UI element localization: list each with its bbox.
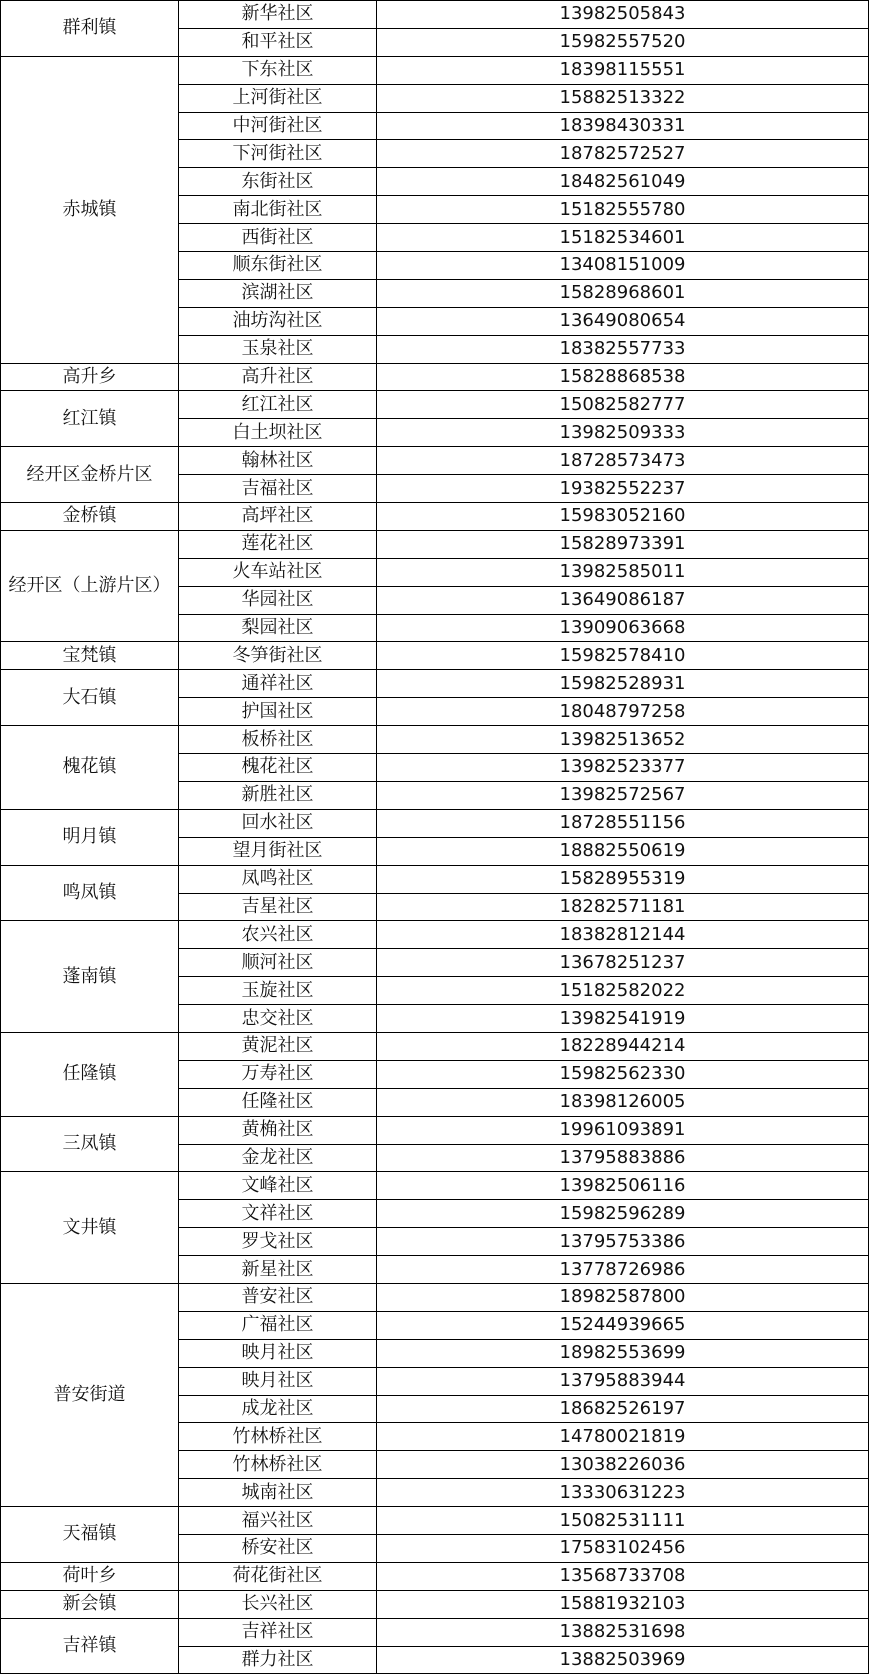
phone-cell: 13982541919 xyxy=(377,1005,869,1033)
town-cell: 鸣凤镇 xyxy=(1,865,179,921)
community-cell: 任隆社区 xyxy=(179,1088,377,1116)
phone-cell: 19382552237 xyxy=(377,475,869,503)
community-cell: 东街社区 xyxy=(179,168,377,196)
community-cell: 新胜社区 xyxy=(179,781,377,809)
town-cell: 普安街道 xyxy=(1,1283,179,1506)
community-cell: 吉祥社区 xyxy=(179,1618,377,1646)
table-row xyxy=(1,1116,869,1144)
town-cell: 大石镇 xyxy=(1,670,179,726)
phone-cell: 15182534601 xyxy=(377,224,869,252)
phone-cell: 18682526197 xyxy=(377,1395,869,1423)
phone-cell: 13408151009 xyxy=(377,252,869,280)
community-cell: 万寿社区 xyxy=(179,1060,377,1088)
community-cell: 竹林桥社区 xyxy=(179,1451,377,1479)
table-row xyxy=(1,921,869,949)
community-cell: 通祥社区 xyxy=(179,670,377,698)
community-cell: 高升社区 xyxy=(179,363,377,391)
phone-cell: 13778726986 xyxy=(377,1256,869,1284)
phone-cell: 15828973391 xyxy=(377,530,869,558)
phone-cell: 13038226036 xyxy=(377,1451,869,1479)
table-row xyxy=(1,865,869,893)
phone-cell: 13882503969 xyxy=(377,1646,869,1674)
community-cell: 翰林社区 xyxy=(179,447,377,475)
town-cell: 天福镇 xyxy=(1,1507,179,1563)
community-cell: 护国社区 xyxy=(179,698,377,726)
phone-cell: 15982528931 xyxy=(377,670,869,698)
community-cell: 红江社区 xyxy=(179,391,377,419)
phone-cell: 18728551156 xyxy=(377,809,869,837)
community-cell: 南北街社区 xyxy=(179,196,377,224)
community-cell: 黄桷社区 xyxy=(179,1116,377,1144)
town-cell: 任隆镇 xyxy=(1,1032,179,1116)
phone-cell: 18398126005 xyxy=(377,1088,869,1116)
table-row xyxy=(1,363,869,391)
town-cell: 新会镇 xyxy=(1,1590,179,1618)
town-cell: 文井镇 xyxy=(1,1172,179,1284)
community-cell: 罗戈社区 xyxy=(179,1228,377,1256)
table-row xyxy=(1,1,869,29)
phone-cell: 18398430331 xyxy=(377,112,869,140)
community-cell: 吉星社区 xyxy=(179,893,377,921)
community-cell: 广福社区 xyxy=(179,1311,377,1339)
town-cell: 宝梵镇 xyxy=(1,642,179,670)
community-cell: 回水社区 xyxy=(179,809,377,837)
phone-cell: 13982585011 xyxy=(377,558,869,586)
town-cell: 赤城镇 xyxy=(1,56,179,363)
phone-cell: 15828868538 xyxy=(377,363,869,391)
phone-cell: 13568733708 xyxy=(377,1562,869,1590)
community-cell: 竹林桥社区 xyxy=(179,1423,377,1451)
community-cell: 莲花社区 xyxy=(179,530,377,558)
community-cell: 火车站社区 xyxy=(179,558,377,586)
phone-cell: 15082582777 xyxy=(377,391,869,419)
community-cell: 玉泉社区 xyxy=(179,335,377,363)
community-cell: 新华社区 xyxy=(179,1,377,29)
community-cell: 华园社区 xyxy=(179,586,377,614)
phone-cell: 15182582022 xyxy=(377,977,869,1005)
community-cell: 玉旋社区 xyxy=(179,977,377,1005)
table-row xyxy=(1,1172,869,1200)
community-cell: 普安社区 xyxy=(179,1283,377,1311)
phone-cell: 18728573473 xyxy=(377,447,869,475)
community-cell: 城南社区 xyxy=(179,1479,377,1507)
phone-cell: 17583102456 xyxy=(377,1534,869,1562)
phone-cell: 13678251237 xyxy=(377,949,869,977)
town-cell: 吉祥镇 xyxy=(1,1618,179,1674)
community-cell: 黄泥社区 xyxy=(179,1032,377,1060)
table-row xyxy=(1,1283,869,1311)
table-row xyxy=(1,503,869,531)
community-cell: 望月街社区 xyxy=(179,837,377,865)
community-cell: 上河街社区 xyxy=(179,84,377,112)
community-cell: 中河街社区 xyxy=(179,112,377,140)
phone-cell: 15182555780 xyxy=(377,196,869,224)
table-row xyxy=(1,726,869,754)
community-cell: 顺河社区 xyxy=(179,949,377,977)
phone-cell: 13795883944 xyxy=(377,1367,869,1395)
phone-cell: 15828968601 xyxy=(377,279,869,307)
table-row xyxy=(1,1507,869,1535)
phone-cell: 18482561049 xyxy=(377,168,869,196)
community-cell: 凤鸣社区 xyxy=(179,865,377,893)
community-cell: 白土坝社区 xyxy=(179,419,377,447)
community-cell: 荷花街社区 xyxy=(179,1562,377,1590)
community-cell: 新星社区 xyxy=(179,1256,377,1284)
phone-cell: 13649086187 xyxy=(377,586,869,614)
community-cell: 梨园社区 xyxy=(179,614,377,642)
phone-cell: 15882513322 xyxy=(377,84,869,112)
community-cell: 油坊沟社区 xyxy=(179,307,377,335)
phone-cell: 15082531111 xyxy=(377,1507,869,1535)
phone-cell: 18382812144 xyxy=(377,921,869,949)
town-cell: 槐花镇 xyxy=(1,726,179,810)
phone-cell: 15982557520 xyxy=(377,28,869,56)
table-row xyxy=(1,530,869,558)
phone-cell: 15982578410 xyxy=(377,642,869,670)
town-cell: 明月镇 xyxy=(1,809,179,865)
table-row xyxy=(1,1562,869,1590)
table-row xyxy=(1,391,869,419)
town-cell: 群利镇 xyxy=(1,1,179,57)
community-cell: 槐花社区 xyxy=(179,754,377,782)
community-cell: 映月社区 xyxy=(179,1339,377,1367)
phone-cell: 15244939665 xyxy=(377,1311,869,1339)
phone-cell: 13909063668 xyxy=(377,614,869,642)
phone-cell: 15983052160 xyxy=(377,503,869,531)
town-cell: 蓬南镇 xyxy=(1,921,179,1033)
phone-cell: 18982553699 xyxy=(377,1339,869,1367)
phone-cell: 18048797258 xyxy=(377,698,869,726)
town-cell: 高升乡 xyxy=(1,363,179,391)
community-cell: 金龙社区 xyxy=(179,1144,377,1172)
town-cell: 经开区（上游片区） xyxy=(1,530,179,642)
phone-cell: 13330631223 xyxy=(377,1479,869,1507)
phone-cell: 15828955319 xyxy=(377,865,869,893)
community-cell: 长兴社区 xyxy=(179,1590,377,1618)
phone-cell: 18398115551 xyxy=(377,56,869,84)
community-cell: 吉福社区 xyxy=(179,475,377,503)
community-cell: 忠交社区 xyxy=(179,1005,377,1033)
table-row xyxy=(1,1590,869,1618)
phone-cell: 19961093891 xyxy=(377,1116,869,1144)
phone-cell: 15881932103 xyxy=(377,1590,869,1618)
phone-cell: 13882531698 xyxy=(377,1618,869,1646)
phone-cell: 13795753386 xyxy=(377,1228,869,1256)
phone-cell: 15982596289 xyxy=(377,1200,869,1228)
phone-cell: 13982523377 xyxy=(377,754,869,782)
community-cell: 农兴社区 xyxy=(179,921,377,949)
phone-cell: 13795883886 xyxy=(377,1144,869,1172)
town-cell: 经开区金桥片区 xyxy=(1,447,179,503)
phone-cell: 15982562330 xyxy=(377,1060,869,1088)
community-cell: 滨湖社区 xyxy=(179,279,377,307)
community-cell: 映月社区 xyxy=(179,1367,377,1395)
community-cell: 桥安社区 xyxy=(179,1534,377,1562)
phone-cell: 18882550619 xyxy=(377,837,869,865)
community-cell: 文峰社区 xyxy=(179,1172,377,1200)
community-cell: 下河街社区 xyxy=(179,140,377,168)
community-cell: 冬笋街社区 xyxy=(179,642,377,670)
table-body xyxy=(1,1,869,1674)
phone-cell: 13982506116 xyxy=(377,1172,869,1200)
town-cell: 金桥镇 xyxy=(1,503,179,531)
town-cell: 荷叶乡 xyxy=(1,1562,179,1590)
community-cell: 福兴社区 xyxy=(179,1507,377,1535)
phone-cell: 13649080654 xyxy=(377,307,869,335)
community-cell: 下东社区 xyxy=(179,56,377,84)
table-row xyxy=(1,642,869,670)
table-row xyxy=(1,809,869,837)
table-row xyxy=(1,1618,869,1646)
community-cell: 和平社区 xyxy=(179,28,377,56)
community-cell: 文祥社区 xyxy=(179,1200,377,1228)
community-cell: 群力社区 xyxy=(179,1646,377,1674)
table-row xyxy=(1,447,869,475)
phone-cell: 18982587800 xyxy=(377,1283,869,1311)
community-cell: 顺东街社区 xyxy=(179,252,377,280)
phone-cell: 18282571181 xyxy=(377,893,869,921)
table-row xyxy=(1,1032,869,1060)
table-row xyxy=(1,670,869,698)
phone-cell: 18782572527 xyxy=(377,140,869,168)
phone-cell: 13982509333 xyxy=(377,419,869,447)
community-cell: 高坪社区 xyxy=(179,503,377,531)
phone-cell: 18382557733 xyxy=(377,335,869,363)
phone-cell: 13982572567 xyxy=(377,781,869,809)
table-row xyxy=(1,56,869,84)
phone-cell: 14780021819 xyxy=(377,1423,869,1451)
phone-cell: 13982505843 xyxy=(377,1,869,29)
phone-cell: 18228944214 xyxy=(377,1032,869,1060)
community-cell: 板桥社区 xyxy=(179,726,377,754)
phone-cell: 13982513652 xyxy=(377,726,869,754)
town-cell: 三凤镇 xyxy=(1,1116,179,1172)
community-cell: 成龙社区 xyxy=(179,1395,377,1423)
community-cell: 西街社区 xyxy=(179,224,377,252)
town-cell: 红江镇 xyxy=(1,391,179,447)
